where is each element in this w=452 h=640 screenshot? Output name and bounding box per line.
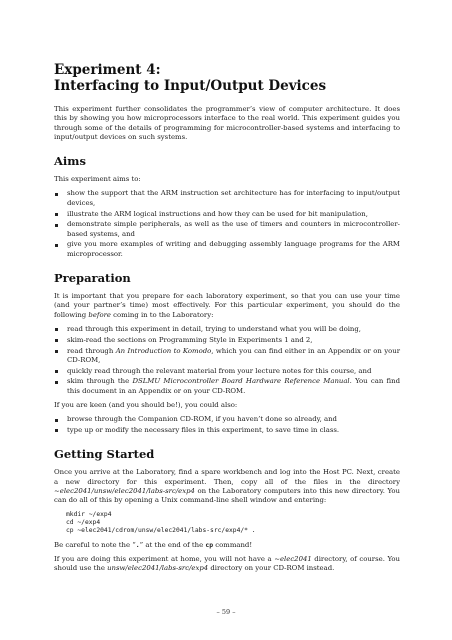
getting-started-paragraph: Once you arrive at the Laboratory, find a spare workbench and log into the Host PC. Next, create a new directory for this experiment. Then, copy all of the files in the directory ~elec2041/unsw/elec2041/labs-src/exp4 on the Laboratory computers into this new directory. You can do all of this by opening a Unix command-line shell window and entering: [54, 468, 400, 505]
code-block: mkdir ~/exp4 cd ~/exp4 cp ~elec2041/cdrom/unsw/elec2041/labs-src/exp4/* . [66, 510, 256, 535]
extra-list [54, 415, 400, 435]
bullet-icon [55, 419, 58, 422]
list-item: browse through the Companion CD-ROM, if you haven’t done so already, and [54, 415, 400, 424]
aims-heading: Aims [54, 154, 86, 169]
list-item: skim through the DSLMU Microcontroller Board Hardware Reference Manual. You can find this document in an Appendix or on your CD-ROM. [54, 377, 400, 396]
bullet-icon [55, 381, 58, 384]
bullet-icon [55, 339, 58, 342]
preparation-paragraph: It is important that you prepare for each laboratory experiment, so that you can use your time (and your partner’s time) most effectively. For this particular experiment, you should do the following before coming in to the Laboratory: [54, 292, 400, 319]
list-item: type up or modify the necessary files in this experiment, to save time in class. [54, 426, 400, 435]
bullet-icon [55, 328, 58, 331]
bullet-icon [55, 350, 58, 353]
title-line-1: Experiment 4: [54, 62, 161, 78]
list-item: show the support that the ARM instruction set architecture has for interfacing to input/output devices, [54, 189, 400, 208]
page-title [54, 62, 400, 94]
bullet-icon [55, 224, 58, 227]
careful-note: Be careful to note the “.” at the end of the cp command! [54, 540, 253, 549]
preparation-list [54, 325, 400, 396]
list-item: demonstrate simple peripherals, as well as the use of timers and counters in microcontroller-based systems, and [54, 220, 400, 239]
aims-lead: This experiment aims to: [54, 175, 141, 184]
home-note: If you are doing this experiment at home, you will not have a ~elec2041 directory, of course. You should use the unsw/elec2041/labs-src/exp4 directory on your CD-ROM instead. [54, 555, 400, 573]
bullet-icon [55, 429, 58, 432]
page-number: – 59 – [216, 608, 236, 616]
bullet-icon [55, 193, 58, 196]
aims-list [54, 189, 400, 259]
preparation-heading: Preparation [54, 271, 131, 286]
title-line-2: Interfacing to Input/Output Devices [54, 78, 327, 94]
document-page [54, 62, 400, 579]
bullet-icon [55, 244, 58, 247]
list-item: skim-read the sections on Programming Style in Experiments 1 and 2, [54, 336, 400, 345]
getting-started-heading: Getting Started [54, 447, 155, 462]
keen-paragraph: If you are keen (and you should be!), you could also: [54, 401, 238, 410]
list-item: give you more examples of writing and debugging assembly language programs for the ARM microprocessor. [54, 240, 400, 259]
bullet-icon [55, 213, 58, 216]
bullet-icon [55, 370, 58, 373]
list-item: quickly read through the relevant material from your lecture notes for this course, and [54, 367, 400, 376]
list-item: read through An Introduction to Komodo, which you can find either in an Appendix or on your CD-ROM, [54, 347, 400, 366]
list-item: read through this experiment in detail, trying to understand what you will be doing, [54, 325, 400, 334]
list-item: illustrate the ARM logical instructions and how they can be used for bit manipulation, [54, 210, 400, 219]
intro-paragraph: This experiment further consolidates the programmer’s view of computer architecture. It does this by showing you how microprocessors interface to the real world. This experiment guides you through some of the details of programming for microcontroller-based systems and interfacing to input/output devices on such systems. [54, 105, 400, 141]
